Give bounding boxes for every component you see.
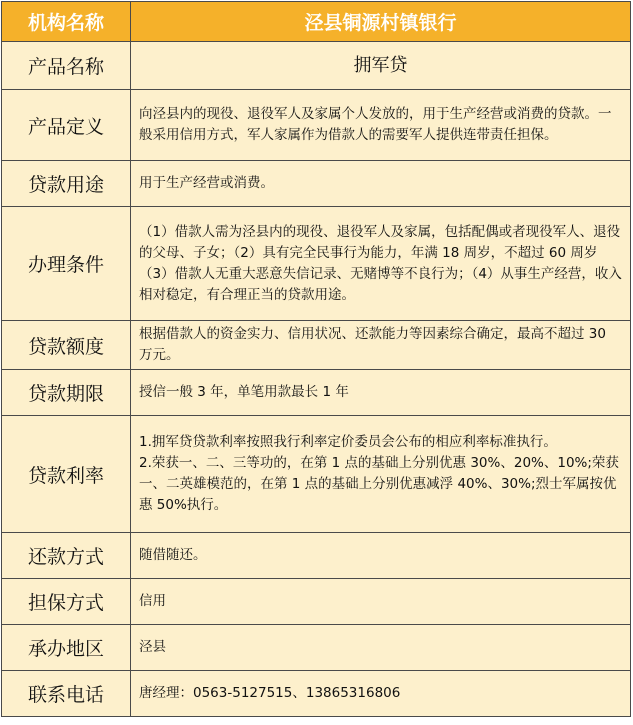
contact-phone-value: 唐经理：0563-5127515、13865316806 <box>131 671 631 717</box>
interest-rate-value <box>131 416 631 533</box>
contact-phone-label: 联系电话 <box>2 671 131 717</box>
repayment-method-value: 随借随还。 <box>131 533 631 579</box>
row-loan-purpose <box>2 161 631 207</box>
guarantee-method-value: 信用 <box>131 579 631 625</box>
row-guarantee-method <box>2 579 631 625</box>
eligibility-value: （1）借款人需为泾县内的现役、退役军人及家属，包括配偶或者现役军人、退役的父母、子女；（2）具有完全民事行为能力，年满 18 周岁，不超过 60 周岁（3）借款人无重大恶意失信记录、无赌博等不良行为；（4）从事生产经营，收入相对稳定，有合理正当的贷款用途。 <box>131 207 631 321</box>
eligibility-label: 办理条件 <box>2 207 131 321</box>
row-eligibility <box>2 207 631 321</box>
service-area-value: 泾县 <box>131 625 631 671</box>
repayment-method-label: 还款方式 <box>2 533 131 579</box>
loan-purpose-label: 贷款用途 <box>2 161 131 207</box>
interest-rate-line-2: 2.荣获一、二、三等功的，在第 1 点的基础上分别优惠 30%、20%、10%;荣获一、二英雄模范的，在第 1 点的基础上分别优惠减浮 40%、30%;烈士军属按优惠 50%执行。 <box>139 455 619 513</box>
product-info-table <box>1 1 631 717</box>
product-definition-label: 产品定义 <box>2 90 131 161</box>
loan-purpose-value: 用于生产经营或消费。 <box>131 161 631 207</box>
row-product-name <box>2 42 631 90</box>
loan-amount-label: 贷款额度 <box>2 321 131 370</box>
product-name-value: 拥军贷 <box>131 42 631 90</box>
row-interest-rate <box>2 416 631 533</box>
product-name-label: 产品名称 <box>2 42 131 90</box>
row-loan-term <box>2 370 631 416</box>
row-product-definition <box>2 90 631 161</box>
interest-rate-label: 贷款利率 <box>2 416 131 533</box>
table-header-row <box>2 2 631 42</box>
loan-term-value: 授信一般 3 年，单笔用款最长 1 年 <box>131 370 631 416</box>
guarantee-method-label: 担保方式 <box>2 579 131 625</box>
loan-amount-value: 根据借款人的资金实力、信用状况、还款能力等因素综合确定，最高不超过 30 万元。 <box>131 321 631 370</box>
header-value-cell: 泾县铜源村镇银行 <box>131 2 631 42</box>
header-label-cell: 机构名称 <box>2 2 131 42</box>
interest-rate-line-1: 1.拥军贷贷款利率按照我行利率定价委员会公布的相应利率标准执行。 <box>139 434 557 450</box>
service-area-label: 承办地区 <box>2 625 131 671</box>
row-contact-phone <box>2 671 631 717</box>
loan-term-label: 贷款期限 <box>2 370 131 416</box>
row-loan-amount <box>2 321 631 370</box>
row-repayment-method <box>2 533 631 579</box>
row-service-area <box>2 625 631 671</box>
product-definition-value: 向泾县内的现役、退役军人及家属个人发放的，用于生产经营或消费的贷款。一般采用信用方式，军人家属作为借款人的需要军人提供连带责任担保。 <box>131 90 631 161</box>
